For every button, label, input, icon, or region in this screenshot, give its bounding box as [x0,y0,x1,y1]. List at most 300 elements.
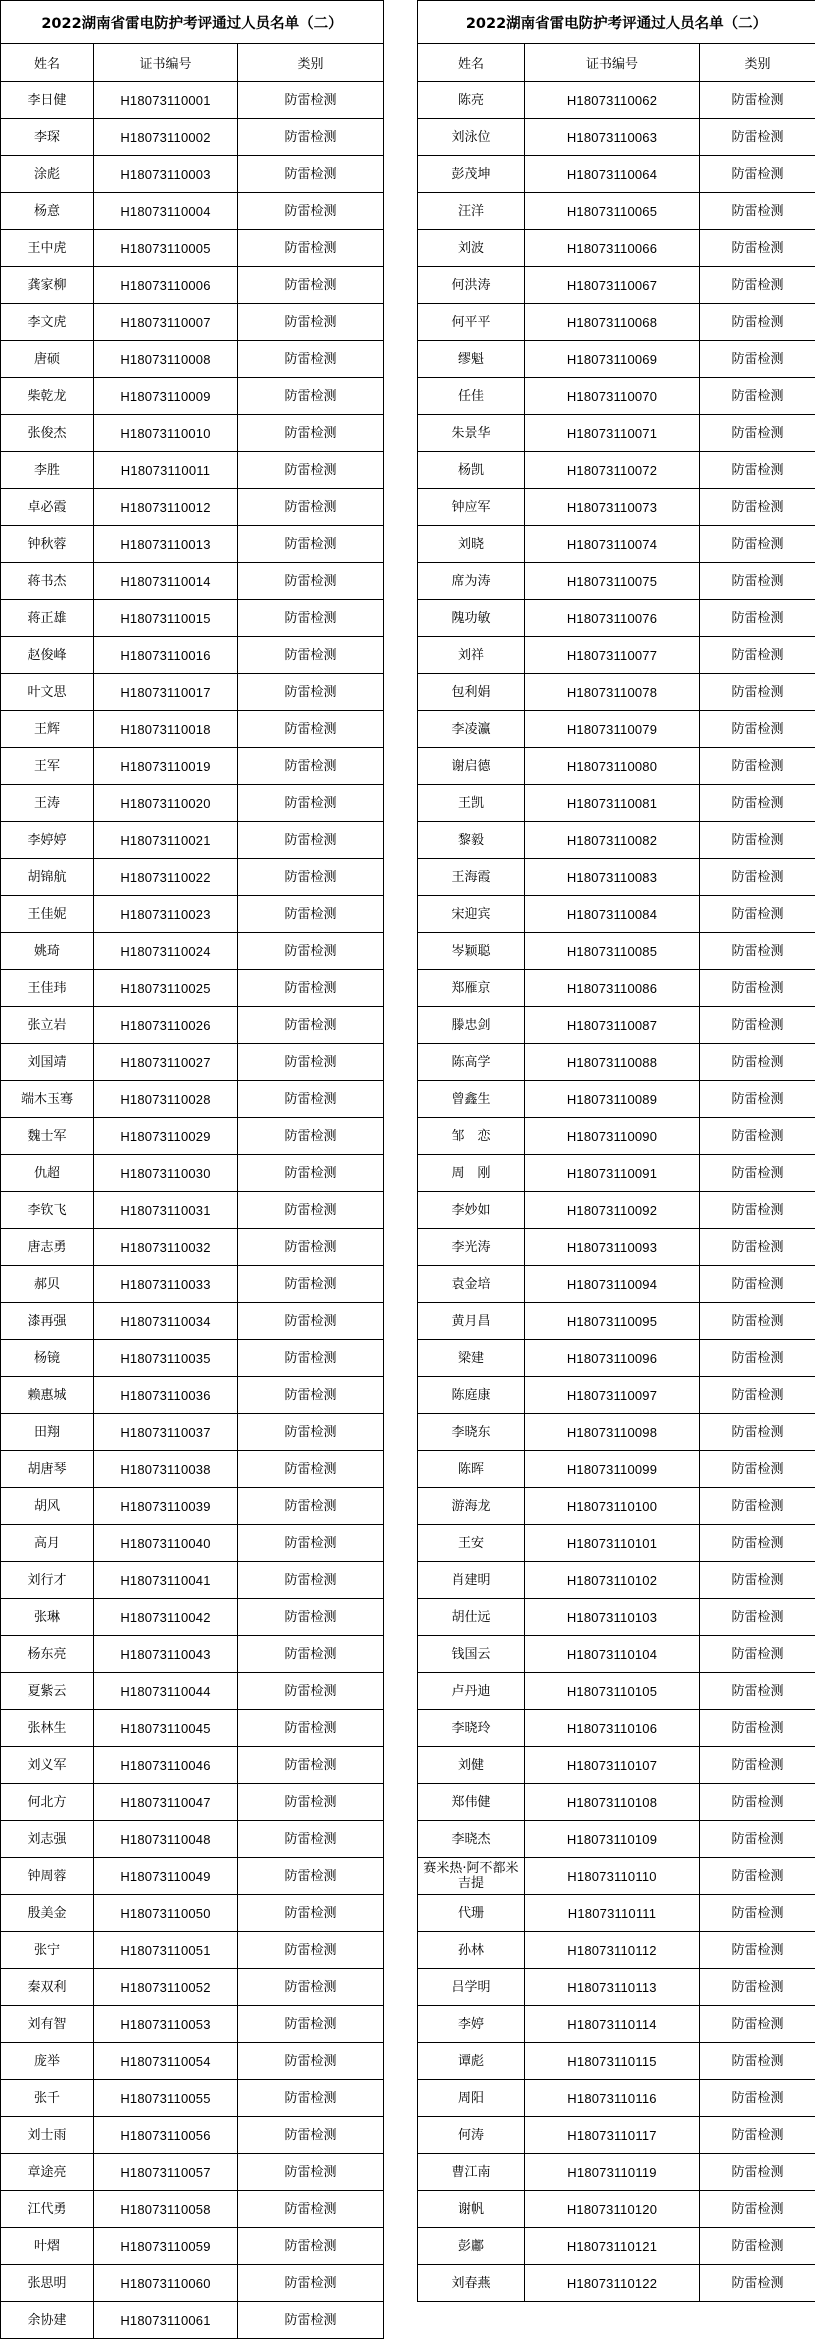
cell-name: 张琳 [1,1599,94,1636]
cell-name: 任佳 [418,378,525,415]
cell-category: 防雷检测 [238,2117,384,2154]
cell-cert-number: H18073110091 [525,1155,700,1192]
cell-name: 吕学明 [418,1969,525,2006]
cell-cert-number: H18073110097 [525,1377,700,1414]
table-row [418,2006,815,2043]
table-row [1,1710,384,1747]
cell-name: 涂彪 [1,156,94,193]
cell-cert-number: H18073110056 [94,2117,238,2154]
cell-cert-number: H18073110055 [94,2080,238,2117]
cell-category: 防雷检测 [700,2117,815,2154]
table-row [1,489,384,526]
cell-name: 卓必霞 [1,489,94,526]
cell-category: 防雷检测 [238,1636,384,1673]
cell-category: 防雷检测 [700,1377,815,1414]
table-row [418,1562,815,1599]
table-row [1,1414,384,1451]
cell-name: 夏紫云 [1,1673,94,1710]
cell-category: 防雷检测 [238,489,384,526]
table-row [1,415,384,452]
cell-name: 肖建明 [418,1562,525,1599]
cell-cert-number: H18073110112 [525,1932,700,1969]
cell-category: 防雷检测 [700,1007,815,1044]
cell-cert-number: H18073110049 [94,1858,238,1895]
cell-cert-number: H18073110096 [525,1340,700,1377]
cell-category: 防雷检测 [238,1969,384,2006]
cell-name: 王凯 [418,785,525,822]
cell-category: 防雷检测 [700,637,815,674]
cell-name: 殷美金 [1,1895,94,1932]
table-row [418,2265,815,2302]
cell-category: 防雷检测 [238,1747,384,1784]
cell-cert-number: H18073110004 [94,193,238,230]
table-row [1,859,384,896]
table-row [1,378,384,415]
table-row [1,1488,384,1525]
cell-name: 周 刚 [418,1155,525,1192]
cell-name: 隗功敏 [418,600,525,637]
cell-name: 李晓杰 [418,1821,525,1858]
cell-category: 防雷检测 [238,415,384,452]
cell-category: 防雷检测 [700,341,815,378]
cell-cert-number: H18073110027 [94,1044,238,1081]
cell-cert-number: H18073110063 [525,119,700,156]
cell-name: 代珊 [418,1895,525,1932]
cell-name: 席为涛 [418,563,525,600]
table-row [418,230,815,267]
cell-name: 王安 [418,1525,525,1562]
table-row [1,1007,384,1044]
cell-category: 防雷检测 [238,1895,384,1932]
cell-category: 防雷检测 [238,526,384,563]
table-row [1,1895,384,1932]
table-row [1,748,384,785]
cell-name: 何平平 [418,304,525,341]
cell-cert-number: H18073110092 [525,1192,700,1229]
cell-name: 胡风 [1,1488,94,1525]
cell-cert-number: H18073110003 [94,156,238,193]
table-row [1,1229,384,1266]
cell-category: 防雷检测 [238,1821,384,1858]
cell-category: 防雷检测 [700,1340,815,1377]
cell-category: 防雷检测 [700,711,815,748]
cell-cert-number: H18073110067 [525,267,700,304]
table-row [418,526,815,563]
table-row [418,1266,815,1303]
table-row [418,1340,815,1377]
cell-name: 陈晖 [418,1451,525,1488]
cell-cert-number: H18073110073 [525,489,700,526]
cell-cert-number: H18073110005 [94,230,238,267]
cell-name: 刘健 [418,1747,525,1784]
cell-category: 防雷检测 [700,452,815,489]
cell-name: 唐志勇 [1,1229,94,1266]
table-row [418,378,815,415]
cell-category: 防雷检测 [238,1784,384,1821]
table-row [1,711,384,748]
cell-name: 李琛 [1,119,94,156]
cell-category: 防雷检测 [238,1858,384,1895]
cell-category: 防雷检测 [700,378,815,415]
cell-cert-number: H18073110108 [525,1784,700,1821]
cell-cert-number: H18073110084 [525,896,700,933]
cell-name: 钱国云 [418,1636,525,1673]
table-row [418,1303,815,1340]
cell-cert-number: H18073110035 [94,1340,238,1377]
cell-name: 何洪涛 [418,267,525,304]
cell-name: 刘士雨 [1,2117,94,2154]
cell-cert-number: H18073110078 [525,674,700,711]
cell-category: 防雷检测 [238,2080,384,2117]
cell-cert-number: H18073110028 [94,1081,238,1118]
cell-name: 魏士军 [1,1118,94,1155]
cell-name: 钟秋蓉 [1,526,94,563]
cell-name: 江代勇 [1,2191,94,2228]
table-row [418,822,815,859]
table-row [1,785,384,822]
cell-category: 防雷检测 [238,674,384,711]
table-row [1,1599,384,1636]
cell-category: 防雷检测 [700,1932,815,1969]
cell-category: 防雷检测 [700,859,815,896]
cell-cert-number: H18073110059 [94,2228,238,2265]
cell-name: 刘波 [418,230,525,267]
cell-name: 何北方 [1,1784,94,1821]
cell-name: 曹江南 [418,2154,525,2191]
cell-category: 防雷检测 [700,1488,815,1525]
cell-name: 张立岩 [1,1007,94,1044]
cell-name: 刘行才 [1,1562,94,1599]
cell-cert-number: H18073110102 [525,1562,700,1599]
cell-name: 游海龙 [418,1488,525,1525]
cell-name: 郑雁京 [418,970,525,1007]
cell-name: 孙林 [418,1932,525,1969]
cell-category: 防雷检测 [700,119,815,156]
cell-name: 刘有智 [1,2006,94,2043]
cell-cert-number: H18073110064 [525,156,700,193]
cell-name: 王辉 [1,711,94,748]
cell-cert-number: H18073110048 [94,1821,238,1858]
cell-cert-number: H18073110023 [94,896,238,933]
cell-category: 防雷检测 [700,1229,815,1266]
cell-cert-number: H18073110079 [525,711,700,748]
cell-cert-number: H18073110089 [525,1081,700,1118]
table-row [418,304,815,341]
cell-cert-number: H18073110019 [94,748,238,785]
cell-name: 郝贝 [1,1266,94,1303]
table-row [418,1118,815,1155]
cell-cert-number: H18073110040 [94,1525,238,1562]
cell-cert-number: H18073110094 [525,1266,700,1303]
cell-name: 李晓玲 [418,1710,525,1747]
cell-cert-number: H18073110107 [525,1747,700,1784]
cell-cert-number: H18073110121 [525,2228,700,2265]
cell-cert-number: H18073110057 [94,2154,238,2191]
cell-category: 防雷检测 [238,378,384,415]
cell-cert-number: H18073110120 [525,2191,700,2228]
cell-cert-number: H18073110076 [525,600,700,637]
cell-cert-number: H18073110016 [94,637,238,674]
cell-cert-number: H18073110025 [94,970,238,1007]
cell-cert-number: H18073110117 [525,2117,700,2154]
cell-name: 杨意 [1,193,94,230]
table-row [1,156,384,193]
cell-name: 赛米热·阿不都米吉提 [418,1858,525,1895]
cell-category: 防雷检测 [238,341,384,378]
cell-category: 防雷检测 [238,2302,384,2339]
cell-cert-number: H18073110020 [94,785,238,822]
cell-category: 防雷检测 [238,1229,384,1266]
cell-cert-number: H18073110022 [94,859,238,896]
cell-category: 防雷检测 [700,267,815,304]
cell-category: 防雷检测 [700,1192,815,1229]
cell-category: 防雷检测 [700,82,815,119]
table-row [418,711,815,748]
left-roster-table [0,0,384,2339]
cell-category: 防雷检测 [238,970,384,1007]
cell-category: 防雷检测 [700,674,815,711]
cell-cert-number: H18073110062 [525,82,700,119]
cell-category: 防雷检测 [700,1858,815,1895]
cell-name: 李妙如 [418,1192,525,1229]
cell-name: 余协建 [1,2302,94,2339]
cell-cert-number: H18073110012 [94,489,238,526]
cell-name: 秦双利 [1,1969,94,2006]
cell-cert-number: H18073110013 [94,526,238,563]
cell-cert-number: H18073110066 [525,230,700,267]
cell-name: 朱景华 [418,415,525,452]
cell-category: 防雷检测 [238,452,384,489]
cell-category: 防雷检测 [700,1451,815,1488]
table-row [1,1784,384,1821]
cell-name: 庞举 [1,2043,94,2080]
cell-cert-number: H18073110054 [94,2043,238,2080]
cell-category: 防雷检测 [238,1673,384,1710]
table-row [1,1266,384,1303]
table-row [418,489,815,526]
cell-name: 张千 [1,2080,94,2117]
cell-cert-number: H18073110104 [525,1636,700,1673]
cell-category: 防雷检测 [238,1340,384,1377]
table-row [1,2265,384,2302]
cell-category: 防雷检测 [700,526,815,563]
cell-name: 卢丹迪 [418,1673,525,1710]
table-row [1,1155,384,1192]
cell-name: 蒋书杰 [1,563,94,600]
table-row [418,1007,815,1044]
cell-category: 防雷检测 [238,1081,384,1118]
cell-category: 防雷检测 [700,1969,815,2006]
cell-cert-number: H18073110093 [525,1229,700,1266]
cell-category: 防雷检测 [238,1562,384,1599]
cell-category: 防雷检测 [700,415,815,452]
table-row [418,674,815,711]
cell-category: 防雷检测 [700,785,815,822]
cell-name: 王佳妮 [1,896,94,933]
cell-name: 龚家柳 [1,267,94,304]
table-row [418,748,815,785]
cell-category: 防雷检测 [238,1710,384,1747]
table-row [1,1377,384,1414]
cell-cert-number: H18073110017 [94,674,238,711]
cell-cert-number: H18073110026 [94,1007,238,1044]
cell-name: 李凌瀛 [418,711,525,748]
cell-category: 防雷检测 [238,1488,384,1525]
table-row [418,1932,815,1969]
table-row [418,119,815,156]
cell-cert-number: H18073110065 [525,193,700,230]
table-row [418,1969,815,2006]
table-row [1,896,384,933]
cell-name: 缪魁 [418,341,525,378]
table-row [1,193,384,230]
table-row [418,1451,815,1488]
cell-category: 防雷检测 [700,1821,815,1858]
cell-category: 防雷检测 [238,1303,384,1340]
cell-cert-number: H18073110039 [94,1488,238,1525]
cell-cert-number: H18073110014 [94,563,238,600]
cell-cert-number: H18073110042 [94,1599,238,1636]
cell-category: 防雷检测 [238,933,384,970]
cell-category: 防雷检测 [238,267,384,304]
cell-cert-number: H18073110115 [525,2043,700,2080]
cell-cert-number: H18073110119 [525,2154,700,2191]
cell-category: 防雷检测 [238,896,384,933]
cell-name: 王中虎 [1,230,94,267]
cell-name: 胡唐琴 [1,1451,94,1488]
cell-cert-number: H18073110051 [94,1932,238,1969]
cell-category: 防雷检测 [700,1044,815,1081]
table-row [418,2228,815,2265]
right-table-body [418,82,815,2302]
cell-name: 钟周蓉 [1,1858,94,1895]
cell-name: 王涛 [1,785,94,822]
cell-cert-number: H18073110116 [525,2080,700,2117]
cell-category: 防雷检测 [700,489,815,526]
cell-category: 防雷检测 [238,2154,384,2191]
cell-category: 防雷检测 [238,1414,384,1451]
cell-name: 岑颖聪 [418,933,525,970]
cell-cert-number: H18073110007 [94,304,238,341]
cell-category: 防雷检测 [700,2228,815,2265]
cell-category: 防雷检测 [238,822,384,859]
cell-cert-number: H18073110083 [525,859,700,896]
cell-cert-number: H18073110072 [525,452,700,489]
cell-cert-number: H18073110075 [525,563,700,600]
cell-category: 防雷检测 [700,896,815,933]
cell-cert-number: H18073110032 [94,1229,238,1266]
cell-category: 防雷检测 [238,1525,384,1562]
cell-name: 李婷婷 [1,822,94,859]
table-row [418,1784,815,1821]
cell-cert-number: H18073110099 [525,1451,700,1488]
table-row [1,970,384,1007]
header-row [1,44,384,82]
cell-cert-number: H18073110011 [94,452,238,489]
cell-cert-number: H18073110061 [94,2302,238,2339]
cell-name: 张林生 [1,1710,94,1747]
cell-name: 李文虎 [1,304,94,341]
table-row [1,1044,384,1081]
cell-cert-number: H18073110031 [94,1192,238,1229]
cell-name: 张俊杰 [1,415,94,452]
cell-cert-number: H18073110034 [94,1303,238,1340]
table-row [1,1340,384,1377]
table-row [418,933,815,970]
table-row [418,82,815,119]
table-row [1,1673,384,1710]
table-row [1,2228,384,2265]
table-row [1,341,384,378]
cell-cert-number: H18073110070 [525,378,700,415]
table-row [1,1636,384,1673]
cell-category: 防雷检测 [700,1636,815,1673]
cell-category: 防雷检测 [238,1155,384,1192]
table-row [1,1747,384,1784]
cell-name: 张思明 [1,2265,94,2302]
cell-category: 防雷检测 [238,2265,384,2302]
table-row [1,637,384,674]
cell-name: 赖惠城 [1,1377,94,1414]
cell-category: 防雷检测 [238,1118,384,1155]
cell-category: 防雷检测 [238,1007,384,1044]
cell-name: 滕忠剑 [418,1007,525,1044]
cell-name: 杨镜 [1,1340,94,1377]
header-row [418,44,815,82]
cell-name: 蒋正雄 [1,600,94,637]
table-row [418,970,815,1007]
cell-cert-number: H18073110087 [525,1007,700,1044]
table-row [1,563,384,600]
table-row [418,1525,815,1562]
cell-cert-number: H18073110110 [525,1858,700,1895]
cell-cert-number: H18073110101 [525,1525,700,1562]
cell-cert-number: H18073110080 [525,748,700,785]
table-row [1,1303,384,1340]
cell-name: 刘泳位 [418,119,525,156]
cell-cert-number: H18073110043 [94,1636,238,1673]
cell-name: 何涛 [418,2117,525,2154]
cell-category: 防雷检测 [238,2191,384,2228]
cell-category: 防雷检测 [700,1081,815,1118]
cell-name: 周阳 [418,2080,525,2117]
cell-name: 刘祥 [418,637,525,674]
cell-cert-number: H18073110081 [525,785,700,822]
column-header-category: 类别 [700,44,815,82]
cell-cert-number: H18073110029 [94,1118,238,1155]
table-row [1,1932,384,1969]
table-row [1,1858,384,1895]
table-row [418,1414,815,1451]
cell-name: 李晓东 [418,1414,525,1451]
cell-category: 防雷检测 [700,1118,815,1155]
cell-cert-number: H18073110010 [94,415,238,452]
cell-cert-number: H18073110074 [525,526,700,563]
cell-cert-number: H18073110106 [525,1710,700,1747]
table-row [418,1710,815,1747]
cell-name: 汪洋 [418,193,525,230]
cell-cert-number: H18073110021 [94,822,238,859]
cell-category: 防雷检测 [238,82,384,119]
cell-category: 防雷检测 [238,304,384,341]
cell-category: 防雷检测 [238,1599,384,1636]
table-row [1,674,384,711]
table-row [1,452,384,489]
cell-cert-number: H18073110109 [525,1821,700,1858]
cell-name: 柴乾龙 [1,378,94,415]
cell-name: 彭鄘 [418,2228,525,2265]
left-table-body [1,82,384,2339]
